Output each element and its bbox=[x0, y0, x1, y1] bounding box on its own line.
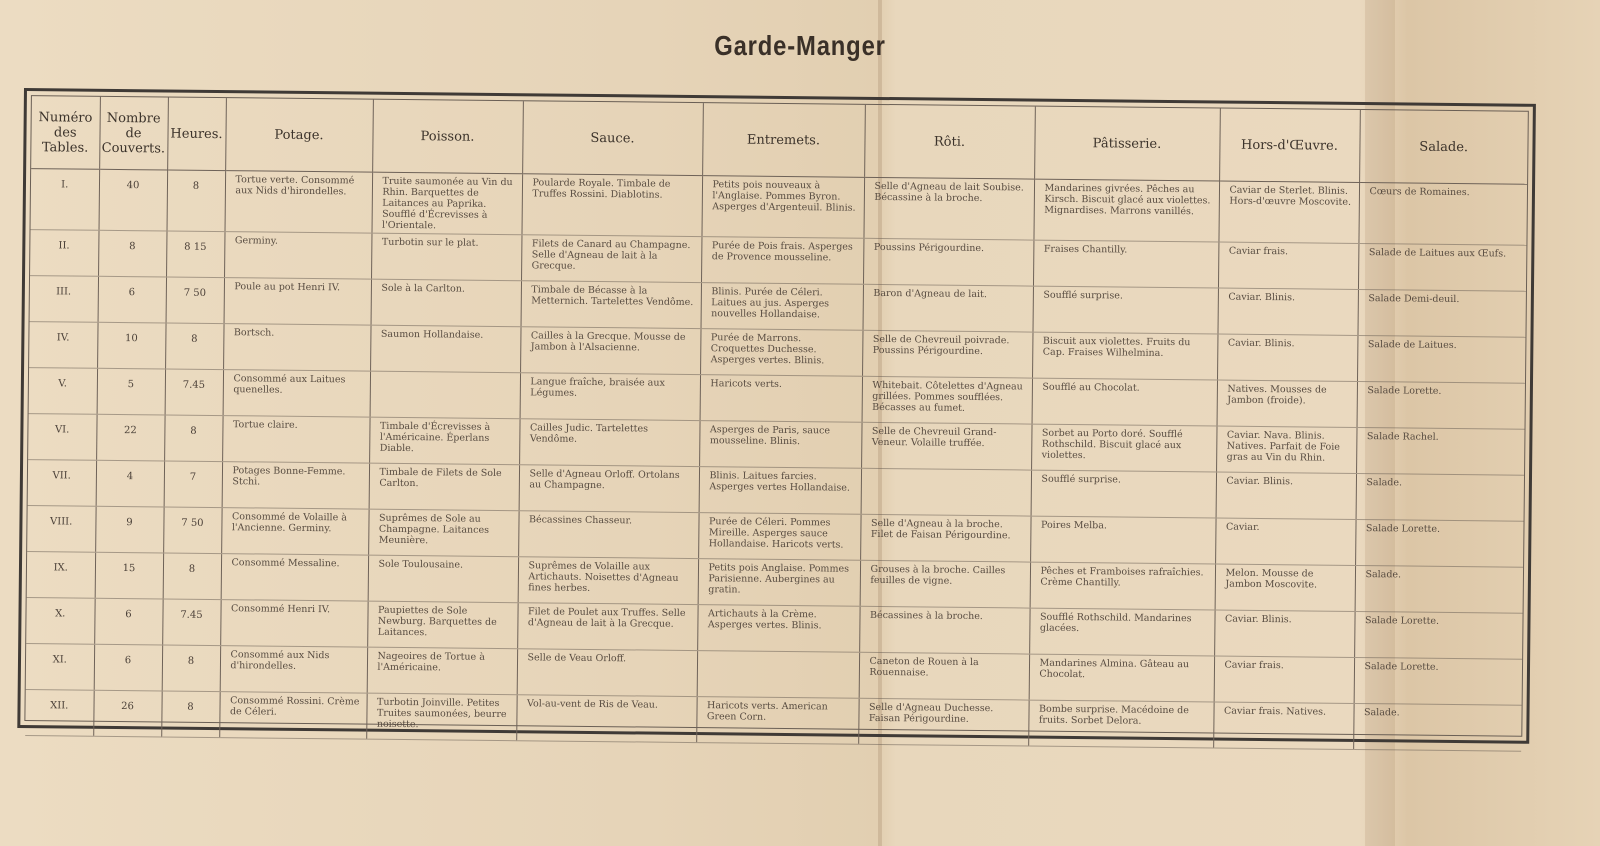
roti-cell: Selle d'Agneau Duchesse. Faisan Périgourdine. bbox=[858, 698, 1028, 746]
salade-cell: Salade. bbox=[1356, 473, 1524, 521]
sauce-cell: Vol-au-vent de Ris de Veau. bbox=[516, 695, 696, 743]
hors-doeuvre-cell: Caviar. Blinis. bbox=[1217, 334, 1357, 381]
table-number-cell: II. bbox=[30, 230, 98, 277]
table-number-cell: V. bbox=[29, 368, 97, 415]
sauce-cell: Selle de Veau Orloff. bbox=[517, 649, 697, 697]
header-covers: Nombre de Couverts. bbox=[99, 97, 168, 170]
menu-table-body bbox=[25, 169, 1527, 752]
roti-cell: Selle d'Agneau de lait Soubise. Bécassine à la broche. bbox=[863, 177, 1034, 240]
roti-cell: Whitebait. Côtelettes d'Agneau grillées. Pommes soufflées. Bécasses au fumet. bbox=[862, 376, 1032, 424]
entremets-cell: Blinis. Laitues farcies. Asperges vertes Hollandaise. bbox=[699, 467, 861, 515]
covers-cell: 6 bbox=[94, 644, 162, 691]
poisson-cell: Sole à la Carlton. bbox=[371, 279, 521, 327]
covers-cell: 6 bbox=[98, 276, 166, 323]
hour-cell: 8 bbox=[162, 645, 220, 692]
covers-cell: 22 bbox=[96, 414, 164, 461]
hors-doeuvre-cell: Caviar. Blinis. bbox=[1217, 288, 1357, 335]
table-number-cell: XII. bbox=[25, 690, 93, 737]
potage-cell: Bortsch. bbox=[223, 324, 370, 372]
patisserie-cell: Mandarines Almina. Gâteau au Chocolat. bbox=[1029, 654, 1214, 702]
table-number-cell: VI. bbox=[28, 414, 96, 461]
covers-cell: 4 bbox=[96, 460, 164, 507]
table-number-cell: I. bbox=[31, 169, 100, 231]
patisserie-cell: Sorbet au Porto doré. Soufflé Rothschild. Biscuit glacé aux violettes. bbox=[1031, 424, 1216, 472]
covers-cell: 40 bbox=[99, 169, 168, 231]
poisson-cell bbox=[370, 371, 520, 419]
hour-cell: 8 bbox=[164, 415, 222, 462]
poisson-cell: Saumon Hollandaise. bbox=[370, 325, 520, 373]
header-sauce: Sauce. bbox=[522, 101, 703, 175]
patisserie-cell: Biscuit aux violettes. Fruits du Cap. Fraises Wilhelmina. bbox=[1032, 332, 1217, 380]
entremets-cell: Haricots verts. bbox=[700, 375, 862, 423]
poisson-cell: Turbotin sur le plat. bbox=[371, 233, 521, 281]
table-number-cell: VIII. bbox=[27, 506, 95, 553]
menu-table-frame bbox=[17, 88, 1536, 744]
table-number-cell: IX. bbox=[27, 552, 95, 599]
poisson-cell: Timbale de Filets de Sole Carlton. bbox=[369, 463, 519, 511]
potage-cell: Poule au pot Henri IV. bbox=[224, 278, 371, 326]
roti-cell: Selle d'Agneau à la broche. Filet de Faisan Périgourdine. bbox=[860, 514, 1030, 562]
roti-cell: Bécassines à la broche. bbox=[859, 606, 1029, 654]
sauce-cell: Poularde Royale. Timbale de Truffes Rossini. Diablotins. bbox=[521, 174, 702, 237]
sauce-cell: Bécassines Chasseur. bbox=[518, 511, 698, 559]
header-hours: Heures. bbox=[167, 98, 226, 171]
hors-doeuvre-cell: Caviar frais. Natives. bbox=[1213, 702, 1353, 749]
roti-cell: Selle de Chevreuil Grand-Veneur. Volaille truffée. bbox=[861, 422, 1031, 470]
header-potage: Potage. bbox=[225, 98, 373, 172]
hors-doeuvre-cell: Natives. Mousses de Jambon (froide). bbox=[1217, 380, 1357, 427]
salade-cell: Cœurs de Romaines. bbox=[1358, 182, 1527, 245]
roti-cell: Baron d'Agneau de lait. bbox=[863, 284, 1033, 332]
hour-cell: 8 bbox=[167, 170, 226, 232]
sauce-cell: Langue fraîche, braisée aux Légumes. bbox=[520, 373, 700, 421]
covers-cell: 10 bbox=[97, 322, 165, 369]
entremets-cell: Haricots verts. American Green Corn. bbox=[696, 697, 858, 745]
roti-cell: Poussins Périgourdine. bbox=[863, 238, 1033, 286]
roti-cell bbox=[861, 468, 1031, 516]
poisson-cell: Timbale d'Écrevisses à l'Américaine. Éperlans Diable. bbox=[369, 417, 519, 465]
table-number-cell: X. bbox=[26, 598, 94, 645]
entremets-cell: Purée de Céleri. Pommes Mireille. Asperges sauce Hollandaise. Haricots verts. bbox=[698, 513, 860, 561]
entremets-cell bbox=[697, 651, 859, 699]
entremets-cell: Purée de Pois frais. Asperges de Provence mousseline. bbox=[701, 237, 863, 285]
hors-doeuvre-cell: Caviar. Blinis. bbox=[1216, 472, 1356, 519]
roti-cell: Selle de Chevreuil poivrade. Poussins Périgourdine. bbox=[862, 330, 1032, 378]
patisserie-cell: Soufflé surprise. bbox=[1031, 470, 1216, 518]
entremets-cell: Petits pois Anglaise. Pommes Parisienne. Aubergines au gratin. bbox=[698, 559, 860, 607]
salade-cell: Salade Lorette. bbox=[1355, 519, 1523, 567]
potage-cell: Consommé Messaline. bbox=[221, 554, 368, 602]
header-poisson: Poisson. bbox=[372, 100, 523, 174]
patisserie-cell: Pêches et Framboises rafraîchies. Crème Chantilly. bbox=[1030, 562, 1215, 610]
patisserie-cell: Soufflé Rothschild. Mandarines glacées. bbox=[1029, 608, 1214, 656]
covers-cell: 8 bbox=[98, 230, 166, 277]
sauce-cell: Timbale de Bécasse à la Metternich. Tartelettes Vendôme. bbox=[521, 281, 701, 329]
hour-cell: 7.45 bbox=[165, 369, 223, 416]
hour-cell: 8 bbox=[161, 691, 219, 738]
table-number-cell: VII. bbox=[28, 460, 96, 507]
hour-cell: 7 50 bbox=[163, 507, 221, 554]
salade-cell: Salade Lorette. bbox=[1354, 611, 1522, 659]
hour-cell: 8 bbox=[163, 553, 221, 600]
patisserie-cell: Poires Melba. bbox=[1030, 516, 1215, 564]
poisson-cell: Truite saumonée au Vin du Rhin. Barquettes de Laitances au Paprika. Soufflé d'Écrevisses à l'Orientale. bbox=[371, 172, 522, 235]
entremets-cell: Asperges de Paris, sauce mousseline. Blinis. bbox=[699, 421, 861, 469]
entremets-cell: Blinis. Purée de Céleri. Laitues au jus. Asperges nouvelles Hollandaise. bbox=[701, 283, 863, 331]
potage-cell: Potages Bonne-Femme. Stchi. bbox=[222, 462, 369, 510]
covers-cell: 5 bbox=[97, 368, 165, 415]
header-entremets: Entremets. bbox=[702, 103, 865, 177]
hour-cell: 7.45 bbox=[162, 599, 220, 646]
potage-cell: Consommé aux Nids d'hirondelles. bbox=[220, 646, 367, 694]
salade-cell: Salade Demi-deuil. bbox=[1357, 289, 1525, 337]
potage-cell: Tortue claire. bbox=[222, 416, 369, 464]
potage-cell: Consommé de Volaille à l'Ancienne. Germiny. bbox=[221, 508, 368, 556]
hour-cell: 7 50 bbox=[166, 277, 224, 324]
poisson-cell: Nageoires de Tortue à l'Américaine. bbox=[367, 647, 517, 695]
entremets-cell: Artichauts à la Crème. Asperges vertes. Blinis. bbox=[697, 605, 859, 653]
salade-cell: Salade. bbox=[1355, 565, 1523, 613]
header-salade: Salade. bbox=[1359, 110, 1528, 184]
potage-cell: Consommé Rossini. Crème de Céleri. bbox=[219, 692, 366, 740]
hors-doeuvre-cell: Caviar frais. bbox=[1214, 656, 1354, 703]
potage-cell: Germiny. bbox=[224, 232, 371, 280]
roti-cell: Caneton de Rouen à la Rouennaise. bbox=[859, 652, 1029, 700]
potage-cell: Tortue verte. Consommé aux Nids d'hirondelles. bbox=[225, 171, 373, 234]
sauce-cell: Filets de Canard au Champagne. Selle d'Agneau de lait à la Grecque. bbox=[521, 235, 701, 283]
covers-cell: 26 bbox=[93, 690, 161, 737]
salade-cell: Salade Lorette. bbox=[1354, 657, 1522, 705]
table-number-cell: XI. bbox=[26, 644, 94, 691]
sauce-cell: Selle d'Agneau Orloff. Ortolans au Champagne. bbox=[519, 465, 699, 513]
hors-doeuvre-cell: Caviar. Blinis. bbox=[1214, 610, 1354, 657]
sauce-cell: Cailles Judic. Tartelettes Vendôme. bbox=[519, 419, 699, 467]
patisserie-cell: Mandarines givrées. Pêches au Kirsch. Biscuit glacé aux violettes. Mignardises. Marrons vanillés. bbox=[1033, 179, 1219, 242]
hour-cell: 7 bbox=[164, 461, 222, 508]
patisserie-cell: Bombe surprise. Macédoine de fruits. Sorbet Delora. bbox=[1028, 700, 1213, 748]
covers-cell: 6 bbox=[94, 598, 162, 645]
sauce-cell: Suprêmes de Volaille aux Artichauts. Noisettes d'Agneau fines herbes. bbox=[518, 557, 698, 605]
hors-doeuvre-cell: Melon. Mousse de Jambon Moscovite. bbox=[1215, 564, 1355, 611]
salade-cell: Salade. bbox=[1353, 703, 1521, 751]
table-number-cell: III. bbox=[30, 276, 98, 323]
poisson-cell: Paupiettes de Sole Newburg. Barquettes de Laitances. bbox=[367, 601, 517, 649]
roti-cell: Grouses à la broche. Cailles feuilles de vigne. bbox=[860, 560, 1030, 608]
poisson-cell: Turbotin Joinville. Petites Truites saumonées, beurre noisette. bbox=[366, 693, 516, 741]
hors-doeuvre-cell: Caviar. Nava. Blinis. Natives. Parfait de Foie gras au Vin du Rhin. bbox=[1216, 426, 1356, 473]
menu-table bbox=[25, 96, 1528, 752]
covers-cell: 15 bbox=[95, 552, 163, 599]
potage-cell: Consommé Henri IV. bbox=[220, 600, 367, 648]
hour-cell: 8 bbox=[165, 323, 223, 370]
poisson-cell: Suprêmes de Sole au Champagne. Laitances Meunière. bbox=[368, 509, 518, 557]
sauce-cell: Filet de Poulet aux Truffes. Selle d'Agneau de lait à la Grecque. bbox=[517, 603, 697, 651]
poisson-cell: Sole Toulousaine. bbox=[368, 555, 518, 603]
potage-cell: Consommé aux Laitues quenelles. bbox=[223, 370, 370, 418]
hors-doeuvre-cell: Caviar de Sterlet. Blinis. Hors-d'œuvre Moscovite. bbox=[1218, 181, 1359, 243]
hors-doeuvre-cell: Caviar. bbox=[1215, 518, 1355, 565]
patisserie-cell: Fraises Chantilly. bbox=[1033, 240, 1218, 288]
header-table-number: Numéro des Tables. bbox=[31, 96, 100, 169]
patisserie-cell: Soufflé surprise. bbox=[1032, 286, 1217, 334]
patisserie-cell: Soufflé au Chocolat. bbox=[1032, 378, 1217, 426]
sauce-cell: Cailles à la Grecque. Mousse de Jambon à l'Alsacienne. bbox=[520, 327, 700, 375]
entremets-cell: Petits pois nouveaux à l'Anglaise. Pommes Byron. Asperges d'Argenteuil. Blinis. bbox=[701, 176, 864, 239]
entremets-cell: Purée de Marrons. Croquettes Duchesse. Asperges vertes. Blinis. bbox=[700, 329, 862, 377]
salade-cell: Salade Rachel. bbox=[1356, 427, 1524, 475]
salade-cell: Salade de Laitues aux Œufs. bbox=[1358, 243, 1526, 291]
table-number-cell: IV. bbox=[29, 322, 97, 369]
salade-cell: Salade de Laitues. bbox=[1357, 335, 1525, 383]
page-title: Garde-Manger bbox=[714, 30, 886, 61]
hour-cell: 8 15 bbox=[166, 231, 224, 278]
hors-doeuvre-cell: Caviar frais. bbox=[1218, 242, 1358, 289]
covers-cell: 9 bbox=[95, 506, 163, 553]
salade-cell: Salade Lorette. bbox=[1357, 381, 1525, 429]
header-hors-doeuvre: Hors-d'Œuvre. bbox=[1219, 109, 1360, 183]
header-patisserie: Pâtisserie. bbox=[1034, 107, 1220, 181]
header-roti: Rôti. bbox=[864, 105, 1035, 179]
